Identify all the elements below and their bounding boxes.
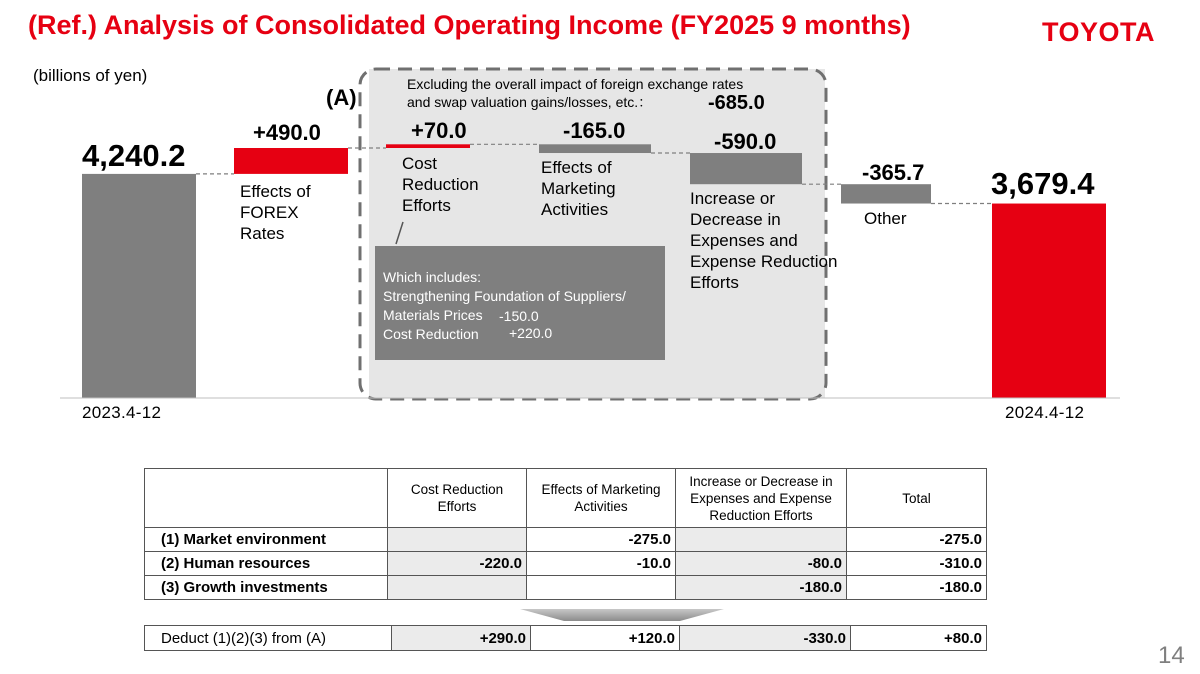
marketing-label-line: Effects of [541,158,612,177]
table-header-cell: Total [847,469,987,528]
deduct-arrow [520,609,724,623]
table-cell: -330.0 [680,626,851,651]
table-header-cell [145,469,388,528]
table-cell: -180.0 [676,576,847,600]
expenses-category-label [690,188,837,293]
bar-end [992,204,1106,398]
expenses-label-line: Increase or [690,189,776,208]
table-cell: -180.0 [847,576,987,600]
group-a-label: (A) [326,85,357,110]
unit-label: (billions of yen) [33,66,148,85]
forex-value-label: +490.0 [253,120,321,145]
table-header-cell: Effects of Marketing Activities [527,469,676,528]
table-cell: -220.0 [388,552,527,576]
table-cell: -10.0 [527,552,676,576]
table-row [145,576,987,600]
table-cell [676,528,847,552]
table-cell: -275.0 [527,528,676,552]
marketing-category-label [541,157,616,220]
row-label: (2) Human resources [145,552,388,576]
includes-line: Strengthening Foundation of Suppliers/ [383,288,626,304]
table-header-row [145,469,987,528]
row-label: Deduct (1)(2)(3) from (A) [145,626,392,651]
table-cell: -275.0 [847,528,987,552]
marketing-value-label: -165.0 [563,118,626,143]
deduct-arrow-shape [520,609,724,621]
includes-line: Materials Prices [383,307,483,323]
toyota-logo: TOYOTA [1042,17,1156,47]
table-cell: -80.0 [676,552,847,576]
table-cell [388,576,527,600]
x-label-start: 2023.4-12 [82,403,162,422]
cost-category-label [402,153,479,216]
deduct-row [145,626,987,651]
marketing-label-line: Marketing [541,179,616,198]
table-row [145,528,987,552]
bar-marketing [539,144,651,153]
other-label-line: Other [864,209,907,228]
expenses-value-label: -590.0 [714,129,777,154]
x-label-end: 2024.4-12 [1005,403,1085,422]
expenses-label-line: Efforts [690,273,739,292]
bar-forex [234,148,348,174]
row-label: (1) Market environment [145,528,388,552]
expenses-label-line: Decrease in [690,210,781,229]
forex-label-line: Effects of [240,182,311,201]
includes-value-suppliers: -150.0 [499,308,539,324]
page-number: 14 [1158,642,1185,669]
breakdown-table [144,468,987,600]
includes-line: Cost Reduction [383,326,479,342]
includes-heading: Which includes: [383,269,482,285]
cost-label-line: Efforts [402,196,451,215]
table-row [145,552,987,576]
other-category-label [864,208,907,229]
forex-label-line: Rates [240,224,285,243]
includes-value-cost-reduction: +220.0 [509,325,553,341]
includes-breakdown-box [375,246,665,360]
cost-label-line: Cost [402,154,437,173]
end-value-label: 3,679.4 [991,166,1095,201]
table-cell: +120.0 [531,626,680,651]
table-cell: +80.0 [851,626,987,651]
forex-category-label [240,181,311,244]
table-header-cell: Cost Reduction Efforts [388,469,527,528]
bar-cost-reduction [386,144,470,148]
bar-expenses [690,153,802,184]
cost-value-label: +70.0 [411,118,467,143]
forex-label-line: FOREX [240,203,299,222]
bar-start [82,174,196,398]
marketing-label-line: Activities [541,200,609,219]
table-cell [388,528,527,552]
row-label: (3) Growth investments [145,576,388,600]
table-cell [527,576,676,600]
table-header-cell: Increase or Decrease in Expenses and Expense Reduction Efforts [676,469,847,528]
group-a-value: -685.0 [708,92,765,114]
table-cell: +290.0 [392,626,531,651]
bar-other [841,184,931,203]
table-cell: -310.0 [847,552,987,576]
expenses-label-line: Expense Reduction [690,252,838,271]
other-value-label: -365.7 [862,160,925,185]
page-title: (Ref.) Analysis of Consolidated Operating Income (FY2025 9 months) [28,10,911,40]
group-a-note: Excluding the overall impact of foreign exchange rates and swap valuation gains/losses, etc.： [407,76,744,110]
cost-label-line: Reduction [402,175,479,194]
expenses-label-line: Expenses and [690,231,798,250]
deduct-table [144,625,987,651]
start-value-label: 4,240.2 [82,138,186,173]
